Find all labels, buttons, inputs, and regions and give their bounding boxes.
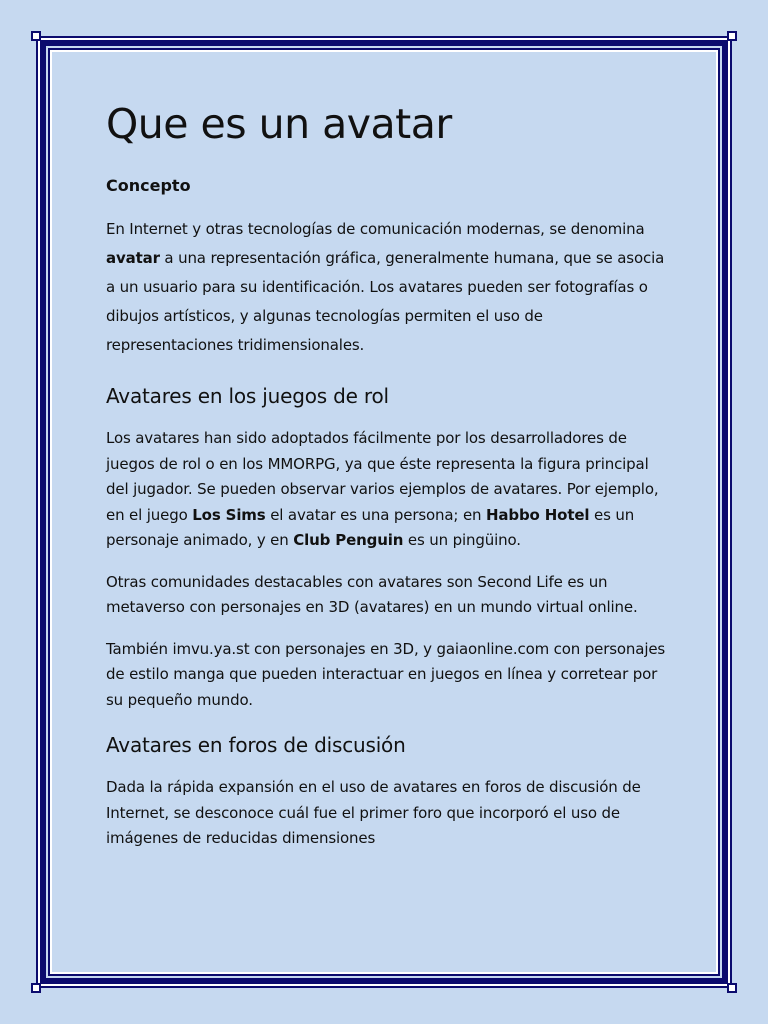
section-heading-juegos: Avatares en los juegos de rol	[106, 384, 389, 408]
term-los-sims: Los Sims	[192, 505, 266, 524]
border-corner-top-right	[727, 31, 737, 41]
paragraph-juegos-3: También imvu.ya.st con personajes en 3D, y gaiaonline.com con personajes de estilo manga que pueden interactuar en juegos en línea y corretear por su pequeño mundo.	[106, 639, 666, 709]
border-corner-top-left	[31, 31, 41, 41]
paragraph-concepto: En Internet y otras tecnologías de comunicación modernas, se denomina avatar a una representación gráfica, generalmente humana, que se asocia a un usuario para su identificación. Los avatares pueden ser fotografías o dibujos artísticos, y algunas tecnologías permiten el uso de representaciones tridimensionales.	[106, 220, 665, 354]
section-heading-concepto: Concepto	[106, 176, 191, 195]
section-heading-foros: Avatares en foros de discusión	[106, 733, 406, 757]
term-habbo-hotel: Habbo Hotel	[486, 505, 590, 524]
border-corner-bottom-left	[31, 983, 41, 993]
paragraph-foros: Dada la rápida expansión en el uso de avatares en foros de discusión de Internet, se desconoce cuál fue el primer foro que incorporó el uso de imágenes de reducidas dimensiones	[106, 778, 641, 847]
page-title: Que es un avatar	[106, 100, 452, 148]
paragraph-juegos-2: Otras comunidades destacables con avatares son Second Life es un metaverso con personajes en 3D (avatares) en un mundo virtual online.	[106, 572, 638, 616]
document-body	[106, 100, 666, 852]
border-corner-bottom-right	[727, 983, 737, 993]
term-avatar: avatar	[106, 249, 160, 267]
paragraph-juegos-1: Los avatares han sido adoptados fácilmente por los desarrolladores de juegos de rol o en los MMORPG, ya que éste representa la figura principal del jugador. Se pueden observar varios ejemplos de avatares. Por ejemplo, en el juego Los Sims el avatar es una persona; en Habbo Hotel es un personaje animado, y en Club Penguin es un pingüino.	[106, 429, 659, 549]
term-club-penguin: Club Penguin	[293, 531, 404, 549]
